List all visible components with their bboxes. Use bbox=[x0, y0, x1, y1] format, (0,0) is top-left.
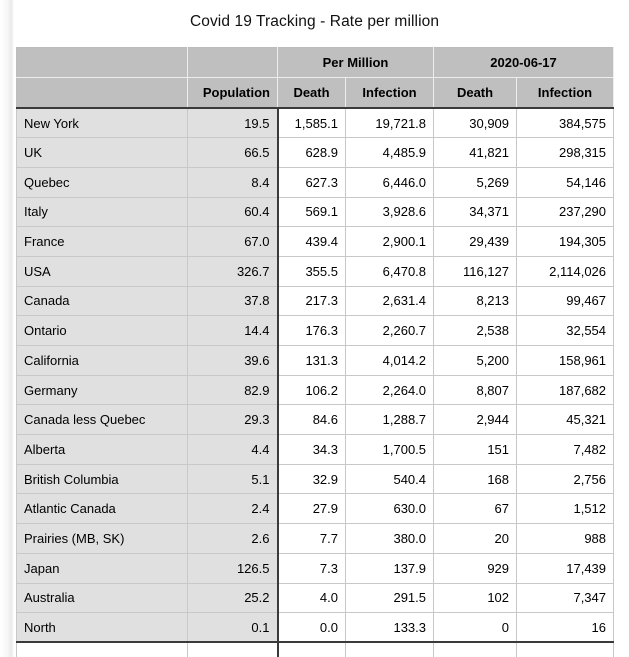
value-cell: 2,944 bbox=[434, 405, 517, 435]
value-cell: 126.5 bbox=[188, 553, 278, 583]
value-cell: 20 bbox=[434, 524, 517, 554]
value-cell: 17,439 bbox=[517, 553, 614, 583]
table-header bbox=[17, 48, 614, 109]
value-cell: 45,321 bbox=[517, 405, 614, 435]
value-cell: 158,961 bbox=[517, 346, 614, 376]
value-cell: 102 bbox=[434, 583, 517, 613]
value-cell: 2,260.7 bbox=[346, 316, 434, 346]
value-cell: 25.2 bbox=[188, 583, 278, 613]
table-row bbox=[17, 227, 614, 257]
value-cell: 37.8 bbox=[188, 286, 278, 316]
group-header-blank-population bbox=[188, 48, 278, 78]
value-cell: 2,114,026 bbox=[517, 256, 614, 286]
region-cell: British Columbia bbox=[17, 464, 188, 494]
group-header-blank-region bbox=[17, 48, 188, 78]
table-body bbox=[17, 108, 614, 657]
group-header-date-2020-06-17: 2020-06-17 bbox=[434, 48, 614, 78]
value-cell: 6,470.8 bbox=[346, 256, 434, 286]
region-cell: Quebec bbox=[17, 167, 188, 197]
region-cell: Italy bbox=[17, 197, 188, 227]
value-cell: 627.3 bbox=[278, 167, 346, 197]
value-cell: 929 bbox=[434, 553, 517, 583]
value-cell: 4.0 bbox=[278, 583, 346, 613]
empty-row bbox=[17, 642, 614, 657]
value-cell: 82.9 bbox=[188, 375, 278, 405]
value-cell: 84.6 bbox=[278, 405, 346, 435]
region-cell: Canada less Quebec bbox=[17, 405, 188, 435]
value-cell: 3,928.6 bbox=[346, 197, 434, 227]
value-cell: 99,467 bbox=[517, 286, 614, 316]
column-header-population: Population bbox=[188, 78, 278, 109]
region-cell: Germany bbox=[17, 375, 188, 405]
value-cell: 2,264.0 bbox=[346, 375, 434, 405]
value-cell: 2,538 bbox=[434, 316, 517, 346]
value-cell: 66.5 bbox=[188, 138, 278, 168]
value-cell: 187,682 bbox=[517, 375, 614, 405]
value-cell: 5,200 bbox=[434, 346, 517, 376]
table-row bbox=[17, 494, 614, 524]
region-cell: Atlantic Canada bbox=[17, 494, 188, 524]
region-cell: Australia bbox=[17, 583, 188, 613]
value-cell: 16 bbox=[517, 613, 614, 643]
table-row bbox=[17, 524, 614, 554]
value-cell: 7.7 bbox=[278, 524, 346, 554]
covid-tracking-table bbox=[16, 47, 614, 657]
value-cell: 4,485.9 bbox=[346, 138, 434, 168]
table-row bbox=[17, 197, 614, 227]
region-cell: Prairies (MB, SK) bbox=[17, 524, 188, 554]
value-cell: 106.2 bbox=[278, 375, 346, 405]
value-cell: 19.5 bbox=[188, 108, 278, 138]
value-cell: 2,900.1 bbox=[346, 227, 434, 257]
value-cell: 2.6 bbox=[188, 524, 278, 554]
value-cell: 380.0 bbox=[346, 524, 434, 554]
value-cell: 1,700.5 bbox=[346, 435, 434, 465]
value-cell: 298,315 bbox=[517, 138, 614, 168]
value-cell: 151 bbox=[434, 435, 517, 465]
group-header-per-million: Per Million bbox=[278, 48, 434, 78]
value-cell: 7,347 bbox=[517, 583, 614, 613]
value-cell: 0.0 bbox=[278, 613, 346, 643]
column-header-date-death: Death bbox=[434, 78, 517, 109]
empty-cell bbox=[188, 642, 278, 657]
value-cell: 4,014.2 bbox=[346, 346, 434, 376]
value-cell: 7.3 bbox=[278, 553, 346, 583]
column-header-pm-infection: Infection bbox=[346, 78, 434, 109]
region-cell: Ontario bbox=[17, 316, 188, 346]
value-cell: 384,575 bbox=[517, 108, 614, 138]
region-cell: UK bbox=[17, 138, 188, 168]
value-cell: 176.3 bbox=[278, 316, 346, 346]
column-header-region bbox=[17, 78, 188, 109]
empty-cell bbox=[346, 642, 434, 657]
value-cell: 0 bbox=[434, 613, 517, 643]
table-row bbox=[17, 435, 614, 465]
column-header-row bbox=[17, 78, 614, 109]
column-header-date-infection: Infection bbox=[517, 78, 614, 109]
value-cell: 540.4 bbox=[346, 464, 434, 494]
value-cell: 569.1 bbox=[278, 197, 346, 227]
value-cell: 628.9 bbox=[278, 138, 346, 168]
region-cell: USA bbox=[17, 256, 188, 286]
table-row bbox=[17, 346, 614, 376]
table-row bbox=[17, 167, 614, 197]
empty-cell bbox=[278, 642, 346, 657]
value-cell: 217.3 bbox=[278, 286, 346, 316]
page-title: Covid 19 Tracking - Rate per million bbox=[189, 13, 440, 30]
value-cell: 326.7 bbox=[188, 256, 278, 286]
value-cell: 8,807 bbox=[434, 375, 517, 405]
value-cell: 30,909 bbox=[434, 108, 517, 138]
value-cell: 116,127 bbox=[434, 256, 517, 286]
value-cell: 19,721.8 bbox=[346, 108, 434, 138]
table-row bbox=[17, 256, 614, 286]
value-cell: 630.0 bbox=[346, 494, 434, 524]
table-row bbox=[17, 405, 614, 435]
region-cell: Japan bbox=[17, 553, 188, 583]
table-row bbox=[17, 316, 614, 346]
region-cell: Canada bbox=[17, 286, 188, 316]
value-cell: 4.4 bbox=[188, 435, 278, 465]
value-cell: 34.3 bbox=[278, 435, 346, 465]
value-cell: 27.9 bbox=[278, 494, 346, 524]
region-cell: California bbox=[17, 346, 188, 376]
value-cell: 7,482 bbox=[517, 435, 614, 465]
group-header-row bbox=[17, 48, 614, 78]
value-cell: 29,439 bbox=[434, 227, 517, 257]
region-cell: New York bbox=[17, 108, 188, 138]
value-cell: 137.9 bbox=[346, 553, 434, 583]
value-cell: 1,585.1 bbox=[278, 108, 346, 138]
empty-cell bbox=[517, 642, 614, 657]
value-cell: 39.6 bbox=[188, 346, 278, 376]
empty-cell bbox=[17, 642, 188, 657]
value-cell: 34,371 bbox=[434, 197, 517, 227]
value-cell: 355.5 bbox=[278, 256, 346, 286]
value-cell: 0.1 bbox=[188, 613, 278, 643]
value-cell: 8,213 bbox=[434, 286, 517, 316]
table-row bbox=[17, 286, 614, 316]
region-cell: France bbox=[17, 227, 188, 257]
value-cell: 194,305 bbox=[517, 227, 614, 257]
value-cell: 237,290 bbox=[517, 197, 614, 227]
value-cell: 1,512 bbox=[517, 494, 614, 524]
value-cell: 988 bbox=[517, 524, 614, 554]
table-row bbox=[17, 138, 614, 168]
table-row bbox=[17, 375, 614, 405]
value-cell: 60.4 bbox=[188, 197, 278, 227]
value-cell: 2.4 bbox=[188, 494, 278, 524]
region-cell: North bbox=[17, 613, 188, 643]
table-row bbox=[17, 613, 614, 643]
table-row bbox=[17, 583, 614, 613]
value-cell: 67.0 bbox=[188, 227, 278, 257]
value-cell: 14.4 bbox=[188, 316, 278, 346]
value-cell: 5.1 bbox=[188, 464, 278, 494]
value-cell: 133.3 bbox=[346, 613, 434, 643]
value-cell: 8.4 bbox=[188, 167, 278, 197]
region-cell: Alberta bbox=[17, 435, 188, 465]
value-cell: 2,756 bbox=[517, 464, 614, 494]
window-edge-shadow bbox=[0, 0, 14, 657]
value-cell: 131.3 bbox=[278, 346, 346, 376]
value-cell: 439.4 bbox=[278, 227, 346, 257]
column-header-pm-death: Death bbox=[278, 78, 346, 109]
value-cell: 6,446.0 bbox=[346, 167, 434, 197]
value-cell: 2,631.4 bbox=[346, 286, 434, 316]
value-cell: 54,146 bbox=[517, 167, 614, 197]
value-cell: 41,821 bbox=[434, 138, 517, 168]
table-row bbox=[17, 553, 614, 583]
value-cell: 32,554 bbox=[517, 316, 614, 346]
value-cell: 32.9 bbox=[278, 464, 346, 494]
table-row bbox=[17, 108, 614, 138]
value-cell: 29.3 bbox=[188, 405, 278, 435]
value-cell: 1,288.7 bbox=[346, 405, 434, 435]
empty-cell bbox=[434, 642, 517, 657]
value-cell: 168 bbox=[434, 464, 517, 494]
value-cell: 67 bbox=[434, 494, 517, 524]
value-cell: 5,269 bbox=[434, 167, 517, 197]
table-row bbox=[17, 464, 614, 494]
value-cell: 291.5 bbox=[346, 583, 434, 613]
